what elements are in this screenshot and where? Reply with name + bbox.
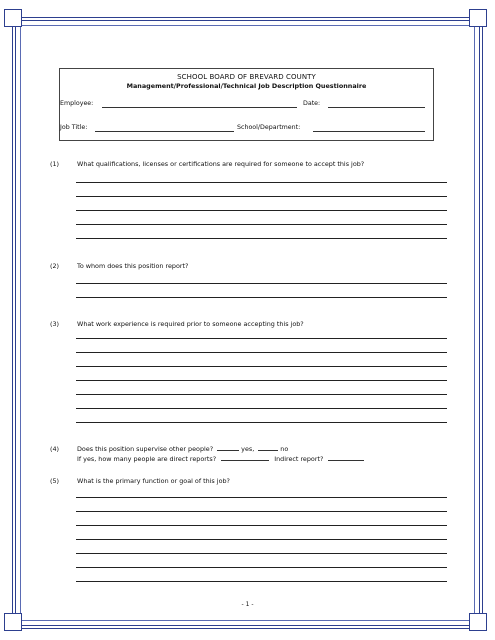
question-number: (2) [50,262,60,270]
job-title-label: Job Title: [60,124,88,131]
question-4 [50,445,470,467]
answer-line[interactable] [76,553,447,554]
answer-line[interactable] [76,196,447,197]
employee-label: Employee: [60,100,94,107]
answer-line[interactable] [76,525,447,526]
answer-line[interactable] [76,408,447,409]
answer-line[interactable] [76,581,447,582]
employee-field[interactable] [102,107,297,108]
question-3 [50,320,470,330]
question-text: What qualifications, licenses or certifications are required for someone to accept this job? [77,160,365,168]
direct-reports-field[interactable] [221,460,269,461]
question-text: To whom does this position report? [77,262,189,270]
answer-line[interactable] [76,567,447,568]
answer-line[interactable] [76,338,447,339]
question-number: (5) [50,477,60,485]
date-label: Date: [303,100,321,107]
yes-blank[interactable] [217,450,239,451]
question-1 [50,160,470,170]
question-5 [50,477,470,487]
no-label: no [280,445,289,453]
yes-label: yes, [241,445,255,453]
corner-ornament [4,9,22,27]
direct-reports-label: If yes, how many people are direct reports? [77,455,217,463]
supervise-question: Does this position supervise other people? [77,445,214,453]
direct-reports-line [77,455,364,463]
question-number: (1) [50,160,60,168]
question-text: What work experience is required prior to someone accepting this job? [77,320,304,328]
corner-ornament [469,9,487,27]
answer-line[interactable] [76,352,447,353]
answer-line[interactable] [76,380,447,381]
document-subtitle: Management/Professional/Technical Job Description Questionnaire [126,82,367,90]
date-field[interactable] [328,107,425,108]
question-text [77,445,288,453]
question-number: (4) [50,445,60,453]
answer-line[interactable] [76,394,447,395]
job-title-field[interactable] [95,131,234,132]
answer-line[interactable] [76,497,447,498]
no-blank[interactable] [258,450,278,451]
answer-line[interactable] [76,297,447,298]
question-number: (3) [50,320,60,328]
corner-ornament [469,613,487,631]
answer-line[interactable] [76,283,447,284]
school-department-field[interactable] [313,131,425,132]
answer-line[interactable] [76,511,447,512]
indirect-report-field[interactable] [328,460,364,461]
corner-ornament [4,613,22,631]
page-number: - 1 - [241,601,254,608]
indirect-report-label: Indirect report? [274,455,324,463]
answer-line[interactable] [76,224,447,225]
answer-line[interactable] [76,539,447,540]
answer-line[interactable] [76,422,447,423]
question-text: What is the primary function or goal of this job? [77,477,230,485]
school-department-label: School/Department: [237,124,301,131]
answer-line[interactable] [76,210,447,211]
document-title: SCHOOL BOARD OF BREVARD COUNTY [177,73,316,81]
answer-line[interactable] [76,238,447,239]
answer-line[interactable] [76,182,447,183]
answer-line[interactable] [76,366,447,367]
question-2 [50,262,470,272]
